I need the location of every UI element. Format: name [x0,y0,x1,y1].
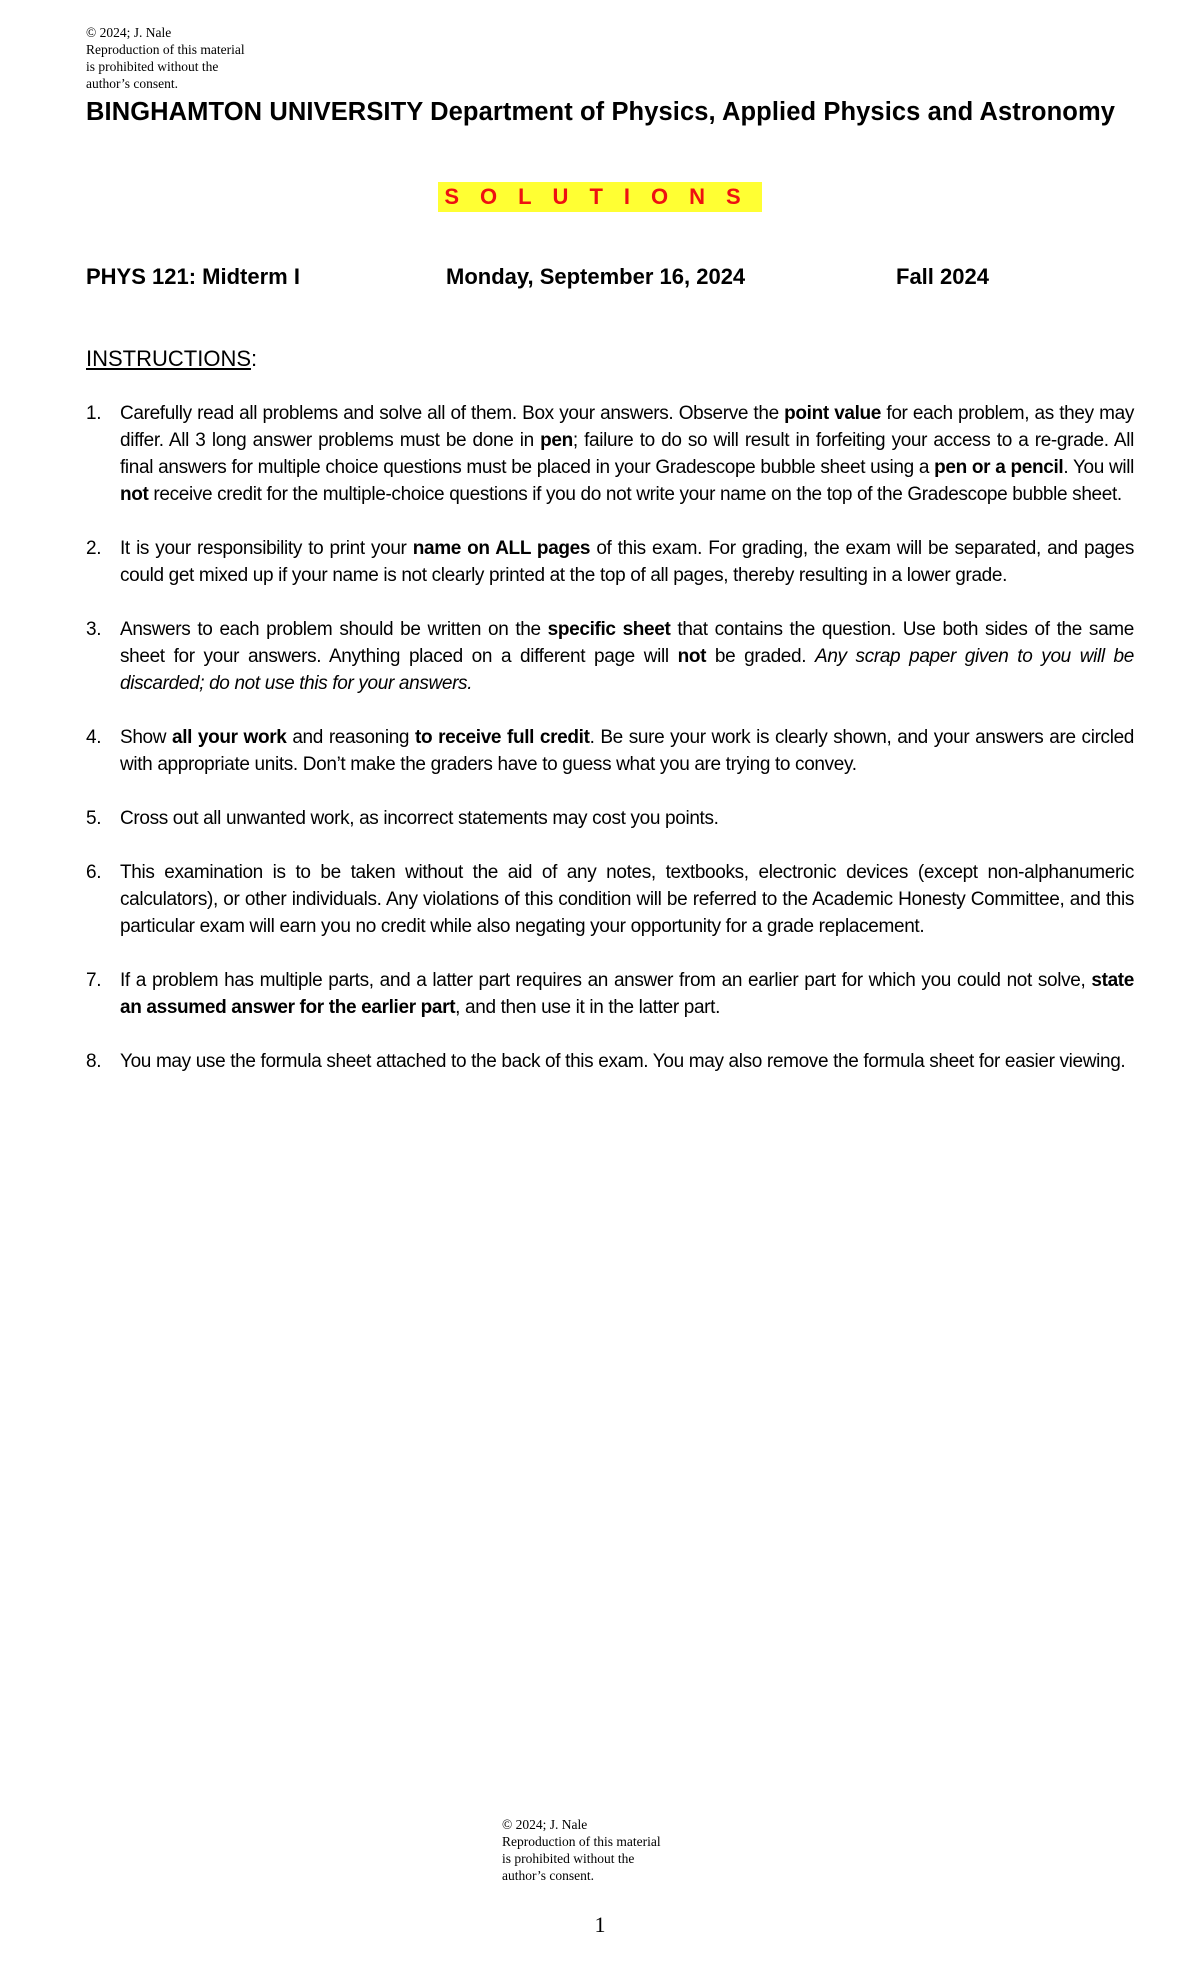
copyright-line: is prohibited without the [86,59,219,74]
copyright-notice-bottom [502,1816,661,1884]
instruction-emphasis: not [120,484,149,505]
instruction-emphasis: state an assumed answer for the earlier part [120,970,1134,1018]
instruction-text: . You will [1063,457,1134,478]
copyright-line: Reproduction of this material [502,1834,661,1849]
instruction-text: If a problem has multiple parts, and a latter part requires an answer from an earlier part for which you could not solve, [120,970,1092,991]
instruction-item-6 [86,859,1134,940]
copyright-line: author’s consent. [502,1868,594,1883]
instruction-text: and reasoning [286,727,415,748]
instruction-item-3 [86,616,1134,697]
instruction-text: be graded. [706,646,816,667]
instruction-text: Show [120,727,172,748]
instruction-number: 8. [86,1051,102,1072]
instruction-item-8 [86,1048,1134,1075]
instruction-emphasis: not [677,646,707,667]
copyright-line: author’s consent. [86,76,178,91]
solutions-banner [0,182,1200,212]
exam-date: Monday, September 16, 2024 [446,264,746,289]
instruction-item-2 [86,535,1134,589]
page-number: 1 [594,1912,606,1937]
copyright-line: Reproduction of this material [86,42,245,57]
instruction-emphasis: pen [540,430,573,451]
exam-term: Fall 2024 [896,264,989,289]
instruction-number: 7. [86,970,102,991]
instruction-item-4 [86,724,1134,778]
instruction-emphasis: to receive full credit [414,727,590,748]
university-heading: BINGHAMTON UNIVERSITY Department of Physics, Applied Physics and Astronomy [86,98,1116,126]
instruction-text: receive credit for the multiple-choice questions if you do not write your name on the top of the Gradescope bubble sheet. [148,484,1122,505]
solutions-label: SOLUTIONS [438,182,761,212]
instructions-list [86,400,1134,1102]
exam-course: PHYS 121: Midterm I [86,264,300,289]
instruction-number: 1. [86,403,102,424]
instruction-number: 2. [86,538,102,559]
instruction-number: 4. [86,727,102,748]
instructions-heading-colon: : [251,346,258,371]
instruction-emphasis: specific sheet [547,619,671,640]
instruction-text: for each problem, as they may differ. All 3 long answer problems must be done in [120,403,1134,451]
instruction-text: that contains the question. Use both sides of the same sheet for your answers. Anything placed on a different page will [120,619,1134,667]
instruction-emphasis: pen or a pencil [934,457,1064,478]
instructions-heading [86,346,257,372]
instruction-text: This examination is to be taken without the aid of any notes, textbooks, electronic devices (except non-alphanumeric calculators), or other individuals. Any violations of this condition will be referred to the Academic Honesty Committee, and this particular exam will earn you no credit while also negating your opportunity for a grade replacement. [120,862,1134,937]
instruction-item-1 [86,400,1134,508]
instruction-emphasis: point value [784,403,882,424]
instruction-item-7 [86,967,1134,1021]
instruction-text: Cross out all unwanted work, as incorrect statements may cost you points. [120,808,719,829]
copyright-line: © 2024; J. Nale [86,25,172,40]
instruction-emphasis: all your work [171,727,287,748]
instruction-text: , and then use it in the latter part. [455,997,721,1018]
instruction-italic: Any scrap paper given to you will be discarded; do not use this for your answers. [120,646,1134,694]
instruction-emphasis: name on ALL pages [412,538,591,559]
instructions-heading-text: INSTRUCTIONS [86,346,251,371]
instruction-text: ; failure to do so will result in forfeiting your access to a re-grade. All final answers for multiple choice questions must be placed in your Gradescope bubble sheet using a [120,430,1134,478]
instruction-text: It is your responsibility to print your [120,538,413,559]
instruction-text: Carefully read all problems and solve all of them. Box your answers. Observe the [120,403,785,424]
copyright-line: is prohibited without the [502,1851,635,1866]
copyright-notice-top [86,24,245,92]
instruction-number: 3. [86,619,102,640]
instruction-item-5 [86,805,1134,832]
instruction-number: 6. [86,862,102,883]
instruction-number: 5. [86,808,102,829]
copyright-line: © 2024; J. Nale [502,1817,588,1832]
instruction-text: Answers to each problem should be written on the [120,619,548,640]
instruction-text: You may use the formula sheet attached to the back of this exam. You may also remove the formula sheet for easier viewing. [120,1051,1126,1072]
instruction-text: . Be sure your work is clearly shown, and your answers are circled with appropriate units. Don’t make the graders have to guess what you are trying to convey. [120,727,1135,775]
instruction-text: of this exam. For grading, the exam will be separated, and pages could get mixed up if your name is not clearly printed at the top of all pages, thereby resulting in a lower grade. [120,538,1134,586]
